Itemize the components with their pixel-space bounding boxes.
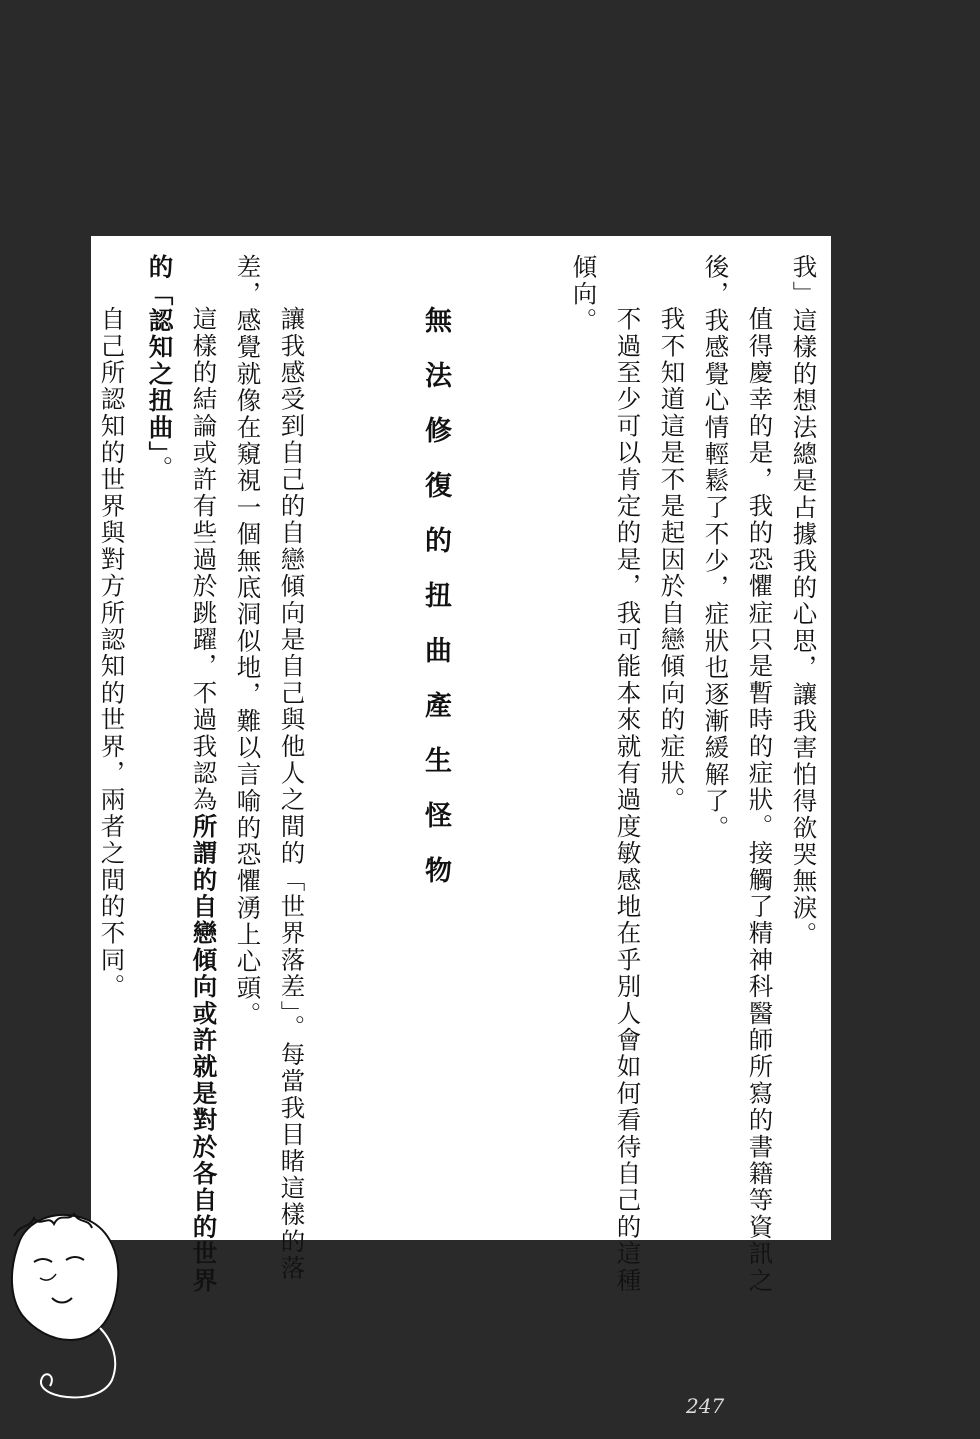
text-run: 讓我感受到自己的自戀傾向是自己與他人之間的「世界落差」。每當我目睹這樣的落	[277, 306, 307, 1282]
text-column	[657, 306, 687, 814]
text-column	[233, 254, 263, 1029]
text-run: 這樣的結論或許有些過於跳躍，不過我認為	[189, 306, 219, 814]
text-column	[569, 254, 599, 335]
text-run: 。	[145, 455, 175, 483]
text-column	[145, 254, 175, 483]
text-run: 不過至少可以肯定的是，我可能本來就有過度敏感地在乎別人會如何看待自己的這種	[613, 306, 643, 1294]
text-column	[789, 254, 819, 949]
text-column	[97, 306, 127, 1001]
text-panel	[91, 236, 831, 1294]
text-run: 自己所認知的世界與對方所認知的世界，兩者之間的不同。	[97, 306, 127, 1001]
face-doodle-illustration	[0, 1200, 140, 1420]
text-run: 傾向。	[569, 254, 599, 335]
text-column	[701, 254, 731, 842]
text-run: 值得慶幸的是，我的恐懼症只是暫時的症狀。接觸了精神科醫師所寫的書籍等資訊之	[745, 306, 775, 1294]
text-run: 差，感覺就像在窺視一個無底洞似地，難以言喻的恐懼湧上心頭。	[233, 254, 263, 1029]
text-column	[613, 306, 643, 1294]
page-number: 247	[686, 1394, 725, 1418]
text-run: 我」這樣的想法總是占據我的心思，讓我害怕得欲哭無淚。	[789, 254, 819, 949]
text-run: 後，我感覺心情輕鬆了不少，症狀也逐漸緩解了。	[701, 254, 731, 842]
bold-text-run: 的「認知之扭曲」	[145, 254, 175, 456]
text-column	[277, 306, 307, 1282]
bold-text-run: 所謂的自戀傾向或許就是對於各自的世界	[189, 813, 219, 1294]
text-column	[189, 306, 219, 1294]
text-run: 我不知道這是不是起因於自戀傾向的症狀。	[657, 306, 687, 814]
section-heading: 無法修復的扭曲產生怪物	[420, 306, 451, 911]
text-column	[745, 306, 775, 1294]
